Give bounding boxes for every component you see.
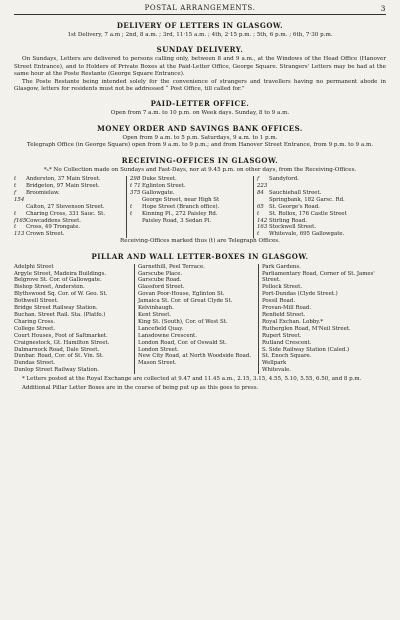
sunday-paragraph-1: On Sundays, Letters are delivered to persons calling only, between 8 and 9 a.m., at the Windows of the Head Office (Hanover Street Entrance), and to Holders of Private Boxes at the Paid-Letter Office, George Square. Strangers' Letters may be had at the same hour at the Poste Restante (George Square Entrance). [14,56,386,78]
receiving-column-3 [253,176,386,238]
receiving-office-mark: t [14,224,17,231]
receiving-office-entry [257,224,386,231]
receiving-office-entry [257,211,386,218]
receiving-office-mark: 375 [130,189,141,196]
receiving-office-mark: t [257,210,260,217]
letter-box-location: Whitevale. [262,367,291,374]
receiving-office-entry [14,211,124,218]
receiving-office-name: Gallowgate. [142,189,175,196]
receiving-office-entry [130,183,251,190]
receiving-office-mark [14,204,26,211]
money-order-section [14,124,386,150]
receiving-office-name: Calton, 27 Stevenson Street. [26,203,105,210]
letter-box-location: Garnethill, Peel Terrace. [138,263,205,270]
receiving-office-mark: f165 [14,217,27,224]
paid-letter-hours: Open from 7 a.m. to 10 p.m. on Week days. Sunday, 8 to 9 a.m. [110,110,290,117]
receiving-office-mark: 65 [257,203,264,210]
letter-box-location: Kent Street. [138,311,172,318]
pillar-column-1 [14,264,134,375]
receiving-office-mark: f 154 [14,189,25,203]
receiving-heading: RECEIVING-OFFICES IN GLASGOW. [121,155,279,165]
receiving-office-name: Charing Cross, 331 Sauc. St. [26,210,106,217]
receiving-office-entry [14,231,124,238]
receiving-office-mark: 298 [130,176,141,183]
receiving-office-name: St. George's Road. [269,203,320,210]
receiving-office-mark: 84 [257,189,264,196]
receiving-office-mark: 113 [14,231,25,238]
letter-box-location: Jamaica St. Cor. of Great Clyde St. [138,298,233,305]
receiving-office-mark: 163 [257,224,268,231]
receiving-office-entry [130,197,251,204]
receiving-office-entry [257,176,386,190]
letter-box-location: Rutland Crescent. [262,339,312,346]
receiving-office-name: Stockwell Street. [269,224,317,231]
letter-box-location: Adelphi Street [14,263,54,270]
receiving-office-mark [257,197,269,204]
receiving-office-entry [130,176,251,183]
sunday-paragraph-2: The Poste Restante being intended solely for the convenience of strangers and travellers having no permanent abode in Glasgow, letters for residents must not be addressed “ Post Office, till called for.” [14,78,386,93]
receiving-office-name: Stirling Road. [269,217,307,224]
receiving-office-entry [130,204,251,211]
pillar-heading: PILLAR AND WALL LETTER-BOXES IN GLASGOW. [91,251,309,261]
receiving-office-entry [257,218,386,225]
letter-box-location: Renfield Street. [262,311,306,318]
letter-box-location: Mason Street. [138,360,177,367]
receiving-office-name: Paisley Road, 3 Sedan Pl. [142,217,212,224]
letter-box-location: Bishop Street, Anderston. [14,284,85,291]
receiving-office-name: Kinning Pl., 272 Paisley Rd. [142,210,218,217]
paid-letter-heading: PAID-LETTER OFFICE. [150,99,250,109]
letter-box-location: Dunlop Street Railway Station. [14,367,99,374]
letter-box-location: Royal Exchan. Lobby.* [262,318,324,325]
receiving-office-name: Cowcaddens Street. [26,217,81,224]
letter-box-location: Argyle Street, Madeira Buildings. [14,270,107,277]
letter-box-location: Dunbar. Road, Cor. of St. Vin. St. [14,353,104,360]
letter-box-location: Bothwell Street. [14,298,59,305]
letter-box-location: Garscube Place. [138,270,183,277]
money-order-hours: Open from 9 a.m. to 5 p.m. Saturdays, 9 a.m. to 1 p.m. [122,134,278,141]
letter-box-location: King St. (South), Cor. of West St. [138,318,228,325]
receiving-office-mark [130,218,142,225]
receiving-office-name: St. Rollox, 176 Castle Street [269,210,347,217]
letter-box-location: Bridge Street Railway Station. [14,305,98,312]
receiving-office-entry [257,204,386,211]
letter-box-location: Govan Poor-House, Eglinton St. [138,291,225,298]
paid-letter-section [14,99,386,117]
receiving-office-mark: t [14,210,17,217]
page-number: 3 [380,4,386,13]
receiving-office-entry [14,224,124,231]
receiving-offices-list [14,176,386,238]
receiving-office-entry [257,197,386,204]
letter-box-location: London Street. [138,346,179,353]
letter-box-location: Court Houses, Foot of Saltmarket. [14,332,108,339]
sunday-heading: SUNDAY DELIVERY. [156,45,244,55]
receiving-section [14,156,386,246]
letter-box-location: Buchan. Street Rail. Sta. (Platfo.) [14,311,106,318]
receiving-office-mark: t [130,203,133,210]
letter-box-location: Rutherglen Road, M'Neil Street. [262,325,351,332]
pillar-section [14,252,386,393]
receiving-column-1 [14,176,124,238]
running-title: POSTAL ARRANGEMENTS. [144,4,256,12]
receiving-office-entry [130,218,251,225]
receiving-office-mark: t 71 [130,182,141,189]
receiving-office-mark: t [257,231,260,238]
receiving-office-entry [130,211,251,218]
letter-box-location: St. Enoch Square. [262,353,312,360]
exchange-footnote: * Letters posted at the Royal Exchange are collected at 9.47 and 11.45 a.m., 2.15, 3.15, 4.55, 5.10, 5.55, 6.50, and 8 p.m. [22,376,362,383]
pillar-column-3 [258,264,386,375]
receiving-office-mark: t [14,176,17,183]
receiving-office-name: Cross, 49 Trongate. [26,224,81,231]
receiving-office-name: Bridgeton, 97 Main Street. [26,182,100,189]
delivery-times: 1st Delivery, 7 a.m ; 2nd, 8 a.m. ; 3rd, 11·15 a.m. ; 4th, 2·15 p.m. ; 5th, 6 p.m. ; 6th, 7·30 p.m. [67,32,333,38]
receiving-office-name: George Street, near High St [142,196,220,203]
letter-box-location: Possil Road. [262,298,296,305]
letter-box-location: Dundas Street. [14,360,56,367]
additional-boxes-note: Additional Pillar Letter Boxes are in the course of being put up as this goes to press. [22,385,259,392]
letter-box-location: Parliamentary Road, Corner of St. James' Street. [262,270,375,284]
letter-box-location: Dalmarnock Road, Dale Street. [14,346,100,353]
letter-box-location: Garscube Road. [138,277,182,284]
letter-box-location: Port-Dundas (Clyde Street.) [262,291,338,298]
receiving-office-mark: f 223 [257,176,268,189]
receiving-office-entry [14,176,124,183]
letter-box-location: Pollock Street. [262,284,303,291]
telegraph-hours: Telegraph Office (in George Square) open from 9 a.m. to 9 p.m.; and from Hanover Street Entrance, from 9 p.m. to 9 a.m. [26,142,374,149]
receiving-office-mark: t [14,182,17,189]
receiving-office-entry [130,190,251,197]
pillar-column-2 [134,264,258,375]
receiving-footnote: Receiving-Offices marked thus (t) are Telegraph Offices. [120,238,280,245]
sunday-section [14,45,386,93]
receiving-note: *ₕ* No Collection made on Sundays and Fast-Days, nor at 9.45 p.m. on other days, from the Receiving-Offices. [43,166,357,173]
letter-box-location: London Road, Cor. of Oswald St. [138,339,227,346]
receiving-column-2 [126,176,251,238]
letter-box-location: College Street. [14,325,56,332]
letter-box-location: Craignestock, Gt. Hamilton Street. [14,339,110,346]
receiving-office-name: Sandyford. [269,176,299,183]
receiving-office-mark: 142 [257,217,268,224]
letter-box-location: Wellpark [262,360,287,367]
receiving-office-mark [130,197,142,204]
money-order-heading: MONEY ORDER AND SAVINGS BANK OFFICES. [97,123,303,133]
letter-box-location: Lancefield Quay. [138,325,184,332]
receiving-office-entry [14,190,124,204]
receiving-office-name: Duke Street. [142,176,177,183]
receiving-office-entry [14,218,124,225]
receiving-office-mark: t [130,210,133,217]
letter-box-location: Rupert Street. [262,332,302,339]
receiving-office-entry [14,204,124,211]
letter-box-location: S. Side Railway Station (Caled.) [262,346,350,353]
receiving-office-entry [257,190,386,197]
receiving-office-name: Springbank, 182 Garsc. Rd. [269,196,345,203]
letter-box-location: Lansdowne Crescent. [138,332,197,339]
letter-box-location: Belgrove St. Cor. of Gallowgate. [14,277,102,284]
letter-box-location: Park Gardens. [262,263,301,270]
delivery-heading: DELIVERY OF LETTERS IN GLASGOW. [116,21,284,30]
receiving-office-name: Sauchiehall Street. [269,189,322,196]
letter-box-location: Provan-Mill Road. [262,305,312,312]
letter-box-location: Charing Cross. [14,318,55,325]
running-head [14,4,386,15]
receiving-office-name: Whitevale, 695 Gallowgate. [269,231,345,238]
receiving-office-name: Hope Street (Branch office). [142,203,220,210]
letter-box-location: Kelvinhaugh. [138,305,174,312]
delivery-section [14,21,386,39]
receiving-office-entry [14,183,124,190]
receiving-office-name: Eglinton Street. [142,182,186,189]
letter-box-location: Blythswood Sq. Cor. of W. Geo. St. [14,291,108,298]
receiving-office-name: Broomielaw. [26,189,60,196]
receiving-office-name: Crown Street. [26,231,65,238]
letter-box-location: New City Road, at North Woodside Road. [138,353,252,360]
receiving-office-name: Anderston, 37 Main Street. [26,176,101,183]
letter-box-location: Glassford Street. [138,284,185,291]
pillar-boxes-list [14,264,386,375]
